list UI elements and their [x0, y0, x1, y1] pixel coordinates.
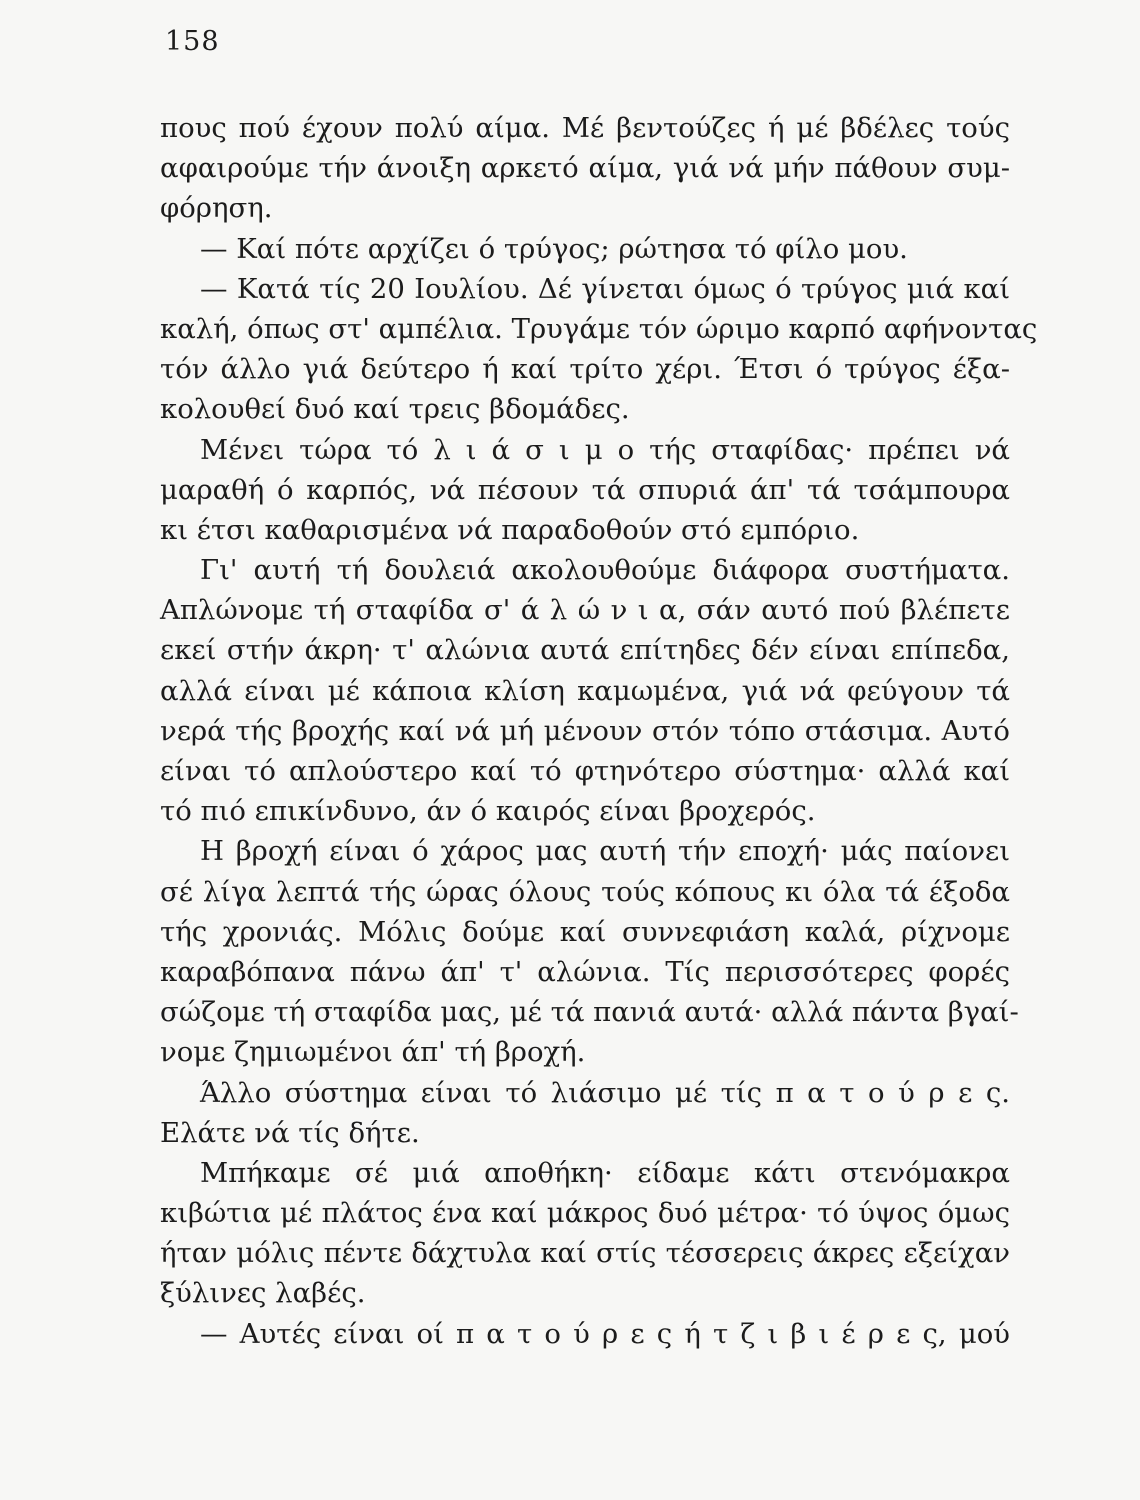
text-line: — Κατά τίς 20 Ιουλίου. Δέ γίνεται όμως ό τρύγος μιά καί [200, 272, 1010, 305]
text-line: σώζομε τή σταφίδα μας, μέ τά πανιά αυτά· αλλά πάντα βγαί- [160, 996, 1019, 1029]
text-line: τό πιό επικίνδυνο, άν ό καιρός είναι βροχερός. [160, 795, 816, 828]
text-line: Άλλο σύστημα είναι τό λιάσιμο μέ τίς π α τ ο ύ ρ ε ς. [200, 1076, 1010, 1109]
text-line: μαραθή ό καρπός, νά πέσουν τά σπυριά άπ' τά τσάμπουρα [160, 473, 1010, 506]
text-line: κι έτσι καθαρισμένα νά παραδοθούν στό εμπόριο. [160, 513, 860, 546]
text-line: είναι τό απλούστερο καί τό φτηνότερο σύστημα· αλλά καί [160, 755, 1010, 787]
text-line: αφαιρούμε τήν άνοιξη αρκετό αίμα, γιά νά μήν πάθουν συμ- [160, 152, 1010, 185]
text-line: Μπήκαμε σέ μιά αποθήκη· είδαμε κάτι στενόμακρα [200, 1156, 1010, 1189]
text-line: φόρηση. [160, 192, 273, 225]
text-line: τόν άλλο γιά δεύτερο ή καί τρίτο χέρι. Έτσι ό τρύγος έξα- [160, 353, 1010, 386]
text-line: Γι' αυτή τή δουλειά ακολουθούμε διάφορα συστήματα. [200, 554, 1010, 587]
text-line: Απλώνομε τή σταφίδα σ' ά λ ώ ν ι α, σάν αυτό πού βλέπετε [160, 594, 1010, 627]
text-line: εκεί στήν άκρη· τ' αλώνια αυτά επίτηδες δέν είναι επίπεδα, [160, 634, 1010, 667]
text-line: Ελάτε νά τίς δήτε. [160, 1116, 420, 1149]
text-line: Η βροχή είναι ό χάρος μας αυτή τήν εποχή· μάς παίονει [200, 835, 1010, 868]
text-line: Μένει τώρα τό λ ι ά σ ι μ ο τής σταφίδας· πρέπει νά [200, 433, 1010, 466]
text-line: — Καί πότε αρχίζει ό τρύγος; ρώτησα τό φίλο μου. [200, 232, 908, 265]
text-line: κιβώτια μέ πλάτος ένα καί μάκρος δυό μέτρα· τό ύψος όμως [160, 1197, 1010, 1230]
text-line: τής χρονιάς. Μόλις δούμε καί συννεφιάση καλά, ρίχνομε [160, 915, 1010, 948]
page-number: 158 [165, 26, 220, 57]
text-line: καλή, όπως στ' αμπέλια. Τρυγάμε τόν ώριμο καρπό αφήνοντας [160, 312, 1038, 345]
text-line: σέ λίγα λεπτά τής ώρας όλους τούς κόπους κι όλα τά έξοδα [160, 875, 1010, 908]
text-line: αλλά είναι μέ κάποια κλίση καμωμένα, γιά νά φεύγουν τά [160, 674, 1010, 707]
text-line: κολουθεί δυό καί τρεις βδομάδες. [160, 393, 630, 426]
text-line: ξύλινες λαβές. [160, 1277, 366, 1310]
text-line: ήταν μόλις πέντε δάχτυλα καί στίς τέσσερεις άκρες εξείχαν [160, 1237, 1010, 1270]
text-line: πους πού έχουν πολύ αίμα. Μέ βεντούζες ή μέ βδέλες τούς [160, 112, 1010, 144]
body-text [160, 108, 1038, 1354]
text-line: καραβόπανα πάνω άπ' τ' αλώνια. Τίς περισσότερες φορές [160, 955, 1010, 988]
text-line: — Αυτές είναι οί π α τ ο ύ ρ ε ς ή τ ζ ι β ι έ ρ ε ς, μού [200, 1317, 1010, 1350]
text-line: νομε ζημιωμένοι άπ' τή βροχή. [160, 1036, 586, 1069]
text-line: νερά τής βροχής καί νά μή μένουν στόν τόπο στάσιμα. Αυτό [160, 714, 1010, 747]
